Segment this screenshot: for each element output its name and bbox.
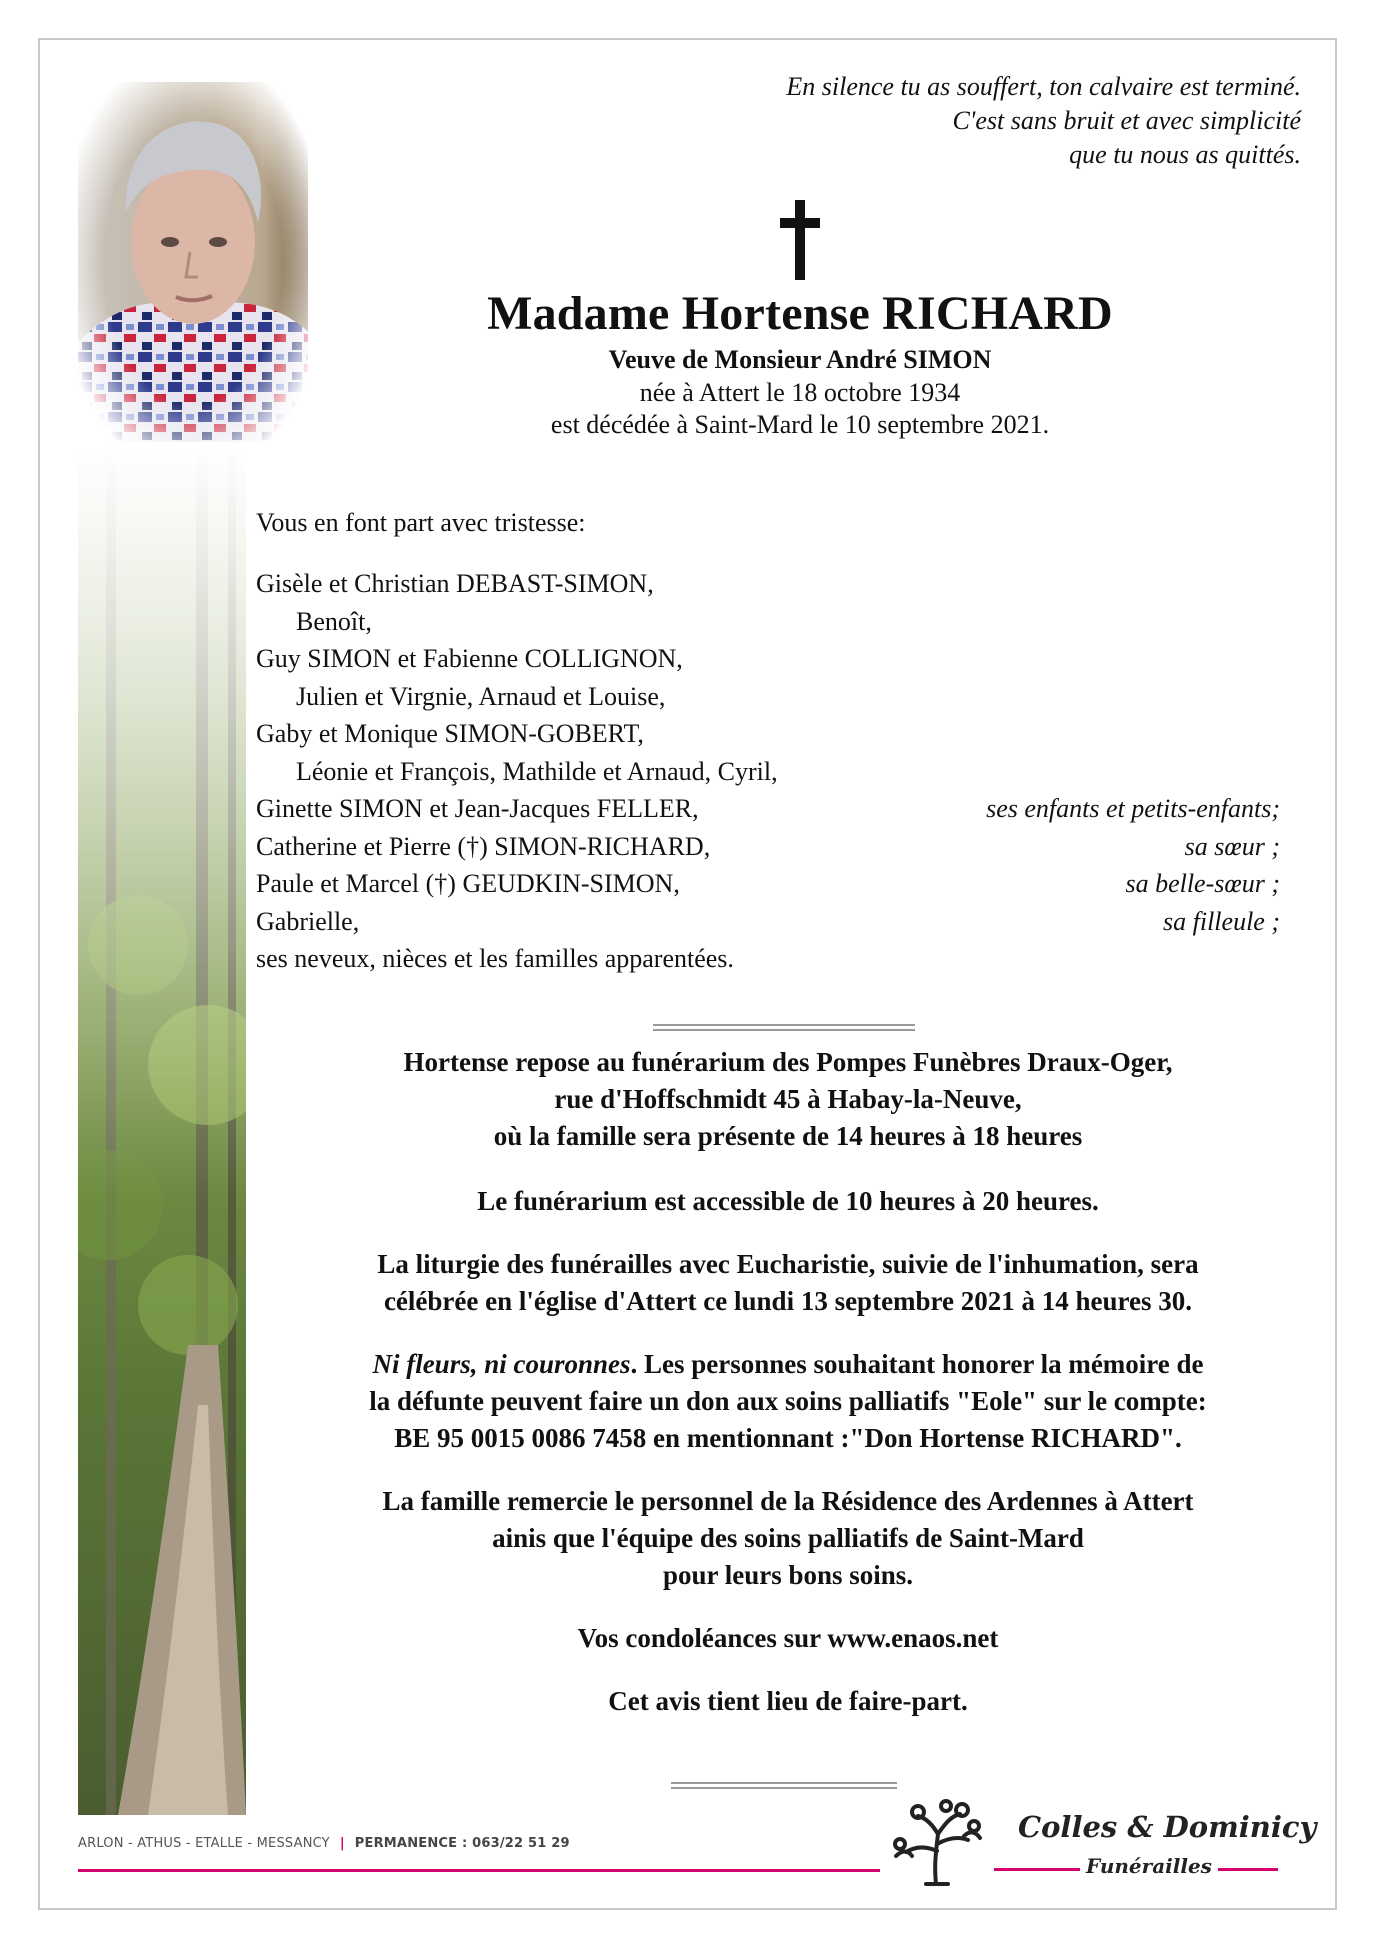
family-row bbox=[256, 790, 1280, 828]
family-row bbox=[256, 603, 1280, 641]
info-line: ainis que l'équipe des soins palliatifs de Saint-Mard bbox=[492, 1523, 1084, 1553]
birth-line: née à Attert le 18 octobre 1934 bbox=[639, 378, 961, 407]
funerarium-paragraph bbox=[268, 1044, 1308, 1155]
family-row bbox=[256, 753, 1280, 791]
family-member: Léonie et François, Mathilde et Arnaud, Cyril, bbox=[296, 756, 778, 786]
info-line: Hortense repose au funérarium des Pompes Funèbres Draux-Oger, bbox=[403, 1047, 1173, 1077]
poem-line: que tu nous as quittés. bbox=[1069, 140, 1301, 169]
donation-paragraph bbox=[268, 1346, 1308, 1457]
logo-accent-line bbox=[994, 1868, 1080, 1871]
family-member: Julien et Virgnie, Arnaud et Louise, bbox=[296, 681, 666, 711]
family-member: Paule et Marcel (†) GEUDKIN-SIMON, bbox=[256, 869, 680, 898]
poem-line: En silence tu as souffert, ton calvaire est terminé. bbox=[786, 72, 1301, 101]
family-row bbox=[256, 715, 1280, 753]
info-line: la défunte peuvent faire un don aux soins palliatifs "Eole" sur le compte: bbox=[369, 1386, 1207, 1416]
thanks-paragraph bbox=[268, 1483, 1308, 1594]
footer-permanence: PERMANENCE : 063/22 51 29 bbox=[354, 1836, 570, 1851]
family-row bbox=[256, 678, 1280, 716]
family-role: sa belle-sœur ; bbox=[1125, 869, 1280, 898]
divider bbox=[671, 1782, 897, 1784]
family-member: Gabrielle, bbox=[256, 906, 360, 936]
footer-contact bbox=[78, 1836, 570, 1851]
family-row bbox=[256, 940, 1280, 978]
forest-path-image bbox=[78, 445, 246, 1815]
family-member: Benoît, bbox=[296, 606, 372, 636]
family-role: sa filleule ; bbox=[1163, 906, 1280, 936]
poem-line: C'est sans bruit et avec simplicité bbox=[952, 106, 1301, 135]
info-line: rue d'Hoffschmidt 45 à Habay-la-Neuve, bbox=[554, 1084, 1022, 1114]
info-line: . Les personnes souhaitant honorer la mémoire de bbox=[630, 1349, 1204, 1379]
family-row bbox=[256, 640, 1280, 678]
liturgy-paragraph bbox=[268, 1246, 1308, 1320]
notice-line: Cet avis tient lieu de faire-part. bbox=[608, 1686, 968, 1716]
opening-hours: Le funérarium est accessible de 10 heures à 20 heures. bbox=[477, 1186, 1099, 1216]
family-member: Gaby et Monique SIMON-GOBERT, bbox=[256, 719, 644, 748]
info-line: La liturgie des funérailles avec Eucharistie, suivie de l'inhumation, sera bbox=[377, 1249, 1199, 1279]
widow-line: Veuve de Monsieur André SIMON bbox=[608, 345, 992, 374]
family-row bbox=[256, 903, 1280, 941]
family-member: Catherine et Pierre (†) SIMON-RICHARD, bbox=[256, 831, 711, 861]
ceremony-info bbox=[268, 1044, 1308, 1746]
info-line: où la famille sera présente de 14 heures à 18 heures bbox=[493, 1121, 1083, 1151]
family-role: ses enfants et petits-enfants; bbox=[986, 794, 1280, 823]
deceased-header bbox=[380, 285, 1220, 441]
logo-subtitle: Funérailles bbox=[1086, 1854, 1212, 1878]
footer-towns: ARLON - ATHUS - ETALLE - MESSANCY bbox=[78, 1836, 330, 1851]
death-line: est décédée à Saint-Mard le 10 septembre 2021. bbox=[550, 410, 1050, 439]
family-member: Ginette SIMON et Jean-Jacques FELLER, bbox=[256, 794, 699, 823]
divider bbox=[653, 1024, 915, 1026]
funeral-home-logo bbox=[886, 1796, 1317, 1896]
tree-icon bbox=[886, 1796, 986, 1886]
info-line: célébrée en l'église d'Attert ce lundi 13 septembre 2021 à 14 heures 30. bbox=[383, 1286, 1193, 1316]
family-row bbox=[256, 828, 1280, 866]
deceased-name: Madame Hortense RICHARD bbox=[487, 287, 1113, 340]
logo-name: Colles & Dominicy bbox=[1018, 1810, 1317, 1844]
family-member: Gisèle et Christian DEBAST-SIMON, bbox=[256, 569, 654, 598]
condolences-line: Vos condoléances sur www.enaos.net bbox=[577, 1623, 999, 1653]
family-member: ses neveux, nièces et les familles apparentées. bbox=[256, 944, 734, 973]
footer-accent-line bbox=[78, 1869, 880, 1872]
footer-separator: | bbox=[339, 1836, 345, 1851]
logo-accent-line bbox=[1218, 1868, 1278, 1871]
family-list bbox=[256, 505, 1280, 978]
info-line: pour leurs bons soins. bbox=[662, 1560, 914, 1590]
family-member: Guy SIMON et Fabienne COLLIGNON, bbox=[256, 644, 683, 673]
family-role: sa sœur ; bbox=[1184, 831, 1280, 861]
family-row bbox=[256, 565, 1280, 603]
no-flowers-text: Ni fleurs, ni couronnes bbox=[372, 1349, 631, 1379]
poem bbox=[601, 70, 1301, 172]
portrait-photo bbox=[78, 82, 308, 442]
info-line: BE 95 0015 0086 7458 en mentionnant :"Don Hortense RICHARD". bbox=[394, 1423, 1182, 1453]
info-line: La famille remercie le personnel de la Résidence des Ardennes à Attert bbox=[382, 1486, 1194, 1516]
family-row bbox=[256, 865, 1280, 903]
family-intro: Vous en font part avec tristesse: bbox=[256, 508, 586, 537]
cross-icon bbox=[780, 200, 820, 280]
